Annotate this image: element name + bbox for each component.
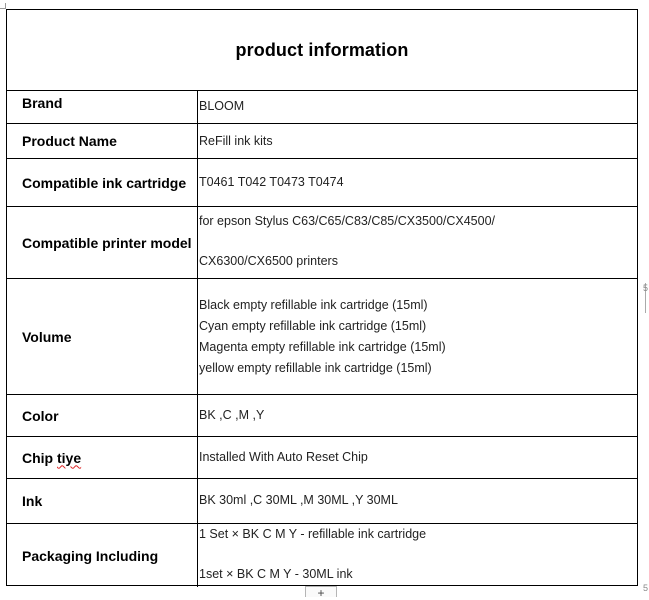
table-row-color[interactable] [7,395,637,437]
table-row-volume[interactable] [7,279,637,395]
side-marker-top: 5 [643,283,649,293]
spellcheck-word: tiye [57,449,82,466]
row-value[interactable]: for epson Stylus C63/C65/C83/C85/CX3500/CX4500/ CX6300/CX6500 printers [199,214,496,268]
row-value[interactable]: BK 30ml ,C 30ML ,M 30ML ,Y 30ML [199,493,398,507]
row-label: Brand [7,91,198,123]
row-label: Compatible printer model [7,207,198,278]
row-label: Chip tiye [7,437,198,478]
row-label: Compatible ink cartridge [7,159,198,206]
add-row-button[interactable]: + [305,586,337,597]
row-value[interactable]: ReFill ink kits [199,134,273,148]
product-info-table[interactable] [6,9,638,586]
row-value[interactable]: BLOOM [199,99,245,113]
side-marker-bottom: 5 [643,583,649,593]
table-row-compatible-printer[interactable] [7,207,637,279]
row-value[interactable]: Installed With Auto Reset Chip [199,450,368,464]
table-row-product-name[interactable] [7,124,637,159]
table-title: product information [235,39,409,60]
row-value[interactable]: BK ,C ,M ,Y [199,408,265,422]
table-row-chip-type[interactable] [7,437,637,479]
table-row-packaging[interactable] [7,524,637,587]
row-label: Ink [7,479,198,523]
table-row-ink[interactable] [7,479,637,524]
row-value[interactable]: T0461 T042 T0473 T0474 [199,175,344,189]
row-label: Product Name [7,124,198,158]
row-value[interactable]: Black empty refillable ink cartridge (15ml) Cyan empty refillable ink cartridge (15ml) Magenta empty refillable ink cartridge (15ml) yellow empty refillable ink cartridge (15ml) [199,298,446,375]
row-label: Color [7,395,198,436]
table-title-row[interactable] [7,10,637,91]
row-label: Volume [7,279,198,394]
row-value[interactable]: 1 Set × BK C M Y - refillable ink cartridge 1set × BK C M Y - 30ML ink [199,527,427,581]
table-row-brand[interactable] [7,91,637,124]
row-label: Packaging Including [7,524,198,587]
table-row-compatible-cartridge[interactable] [7,159,637,207]
